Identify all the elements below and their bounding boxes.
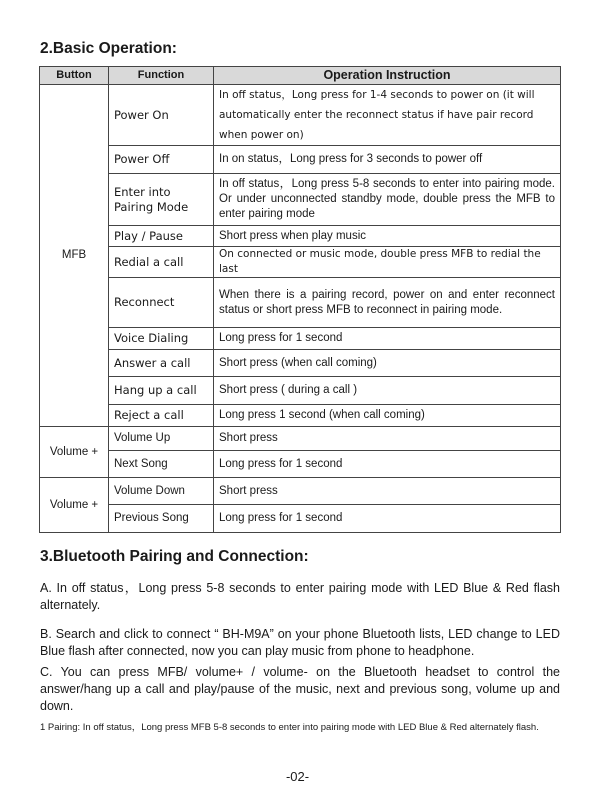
table-row	[40, 247, 561, 278]
instruction-cell: Short press (when call coming)	[214, 350, 561, 377]
table-header-row	[40, 67, 561, 85]
table-row	[40, 451, 561, 478]
table-row	[40, 85, 561, 146]
pairing-note: 1 Pairing: In off status，Long press MFB 5-8 seconds to enter into pairing mode with LED Blue & Red alternately flash.	[40, 722, 539, 733]
table-row	[40, 226, 561, 247]
table-row	[40, 427, 561, 451]
function-cell: Reconnect	[109, 278, 214, 328]
instruction-cell: Short press	[214, 427, 561, 451]
function-cell: Enter into Pairing Mode	[109, 174, 214, 226]
table-row	[40, 350, 561, 377]
header-operation-instruction: Operation Instruction	[214, 67, 561, 85]
instruction-cell: In off status，Long press 5-8 seconds to enter into pairing mode. Or under unconnected standby mode, double press the MFB to enter pairing mode	[214, 174, 561, 226]
section-title-basic-operation: 2.Basic Operation:	[40, 40, 177, 57]
table-row	[40, 377, 561, 405]
table-row	[40, 328, 561, 350]
function-cell: Reject a call	[109, 405, 214, 427]
function-cell: Play / Pause	[109, 226, 214, 247]
function-cell: Power Off	[109, 146, 214, 174]
page-number: -02-	[285, 769, 310, 784]
operation-table	[39, 66, 561, 533]
function-cell: Power On	[109, 85, 214, 146]
instruction-cell: Short press	[214, 478, 561, 505]
paragraph-b: B. Search and click to connect “ BH-M9A” on your phone Bluetooth lists, LED change to LED Blue flash after connected, now you can play music from phone to headphone.	[40, 627, 560, 658]
instruction-cell: Long press for 1 second	[214, 505, 561, 533]
header-function: Function	[109, 67, 214, 85]
paragraph-a: A. In off status，Long press 5-8 seconds to enter pairing mode with LED Blue & Red flash alternately.	[40, 581, 560, 612]
function-cell: Redial a call	[109, 247, 214, 278]
section-title-bluetooth-pairing: 3.Bluetooth Pairing and Connection:	[40, 548, 309, 565]
instruction-cell: Short press when play music	[214, 226, 561, 247]
function-cell: Next Song	[109, 451, 214, 478]
function-cell: Hang up a call	[109, 377, 214, 405]
instruction-cell: Long press 1 second (when call coming)	[214, 405, 561, 427]
header-button: Button	[40, 67, 109, 85]
function-cell: Previous Song	[109, 505, 214, 533]
table-row	[40, 478, 561, 505]
instruction-cell: Short press ( during a call )	[214, 377, 561, 405]
button-cell-volume-down: Volume +	[40, 478, 109, 533]
table-row	[40, 146, 561, 174]
instruction-cell: On connected or music mode, double press MFB to redial the last	[214, 247, 561, 278]
instruction-cell: When there is a pairing record, power on and enter reconnect status or short press MFB to reconnect in pairing mode.	[214, 278, 561, 328]
button-cell-mfb: MFB	[40, 85, 109, 427]
table-row	[40, 278, 561, 328]
button-cell-volume-up: Volume +	[40, 427, 109, 478]
table-row	[40, 505, 561, 533]
function-cell: Answer a call	[109, 350, 214, 377]
table-row	[40, 174, 561, 226]
instruction-cell: Long press for 1 second	[214, 328, 561, 350]
function-cell: Voice Dialing	[109, 328, 214, 350]
instruction-cell: Long press for 1 second	[214, 451, 561, 478]
instruction-cell: In off status，Long press for 1-4 seconds to power on (it will automatically enter the reconnect status if have pair record when power on)	[214, 85, 561, 146]
function-cell: Volume Up	[109, 427, 214, 451]
paragraph-c: C. You can press MFB/ volume+ / volume- on the Bluetooth headset to control the answer/hang up a call and play/pause of the music, next and previous song, volume up and down.	[40, 665, 560, 713]
instruction-cell: In on status，Long press for 3 seconds to power off	[214, 146, 561, 174]
function-cell: Volume Down	[109, 478, 214, 505]
table-row	[40, 405, 561, 427]
